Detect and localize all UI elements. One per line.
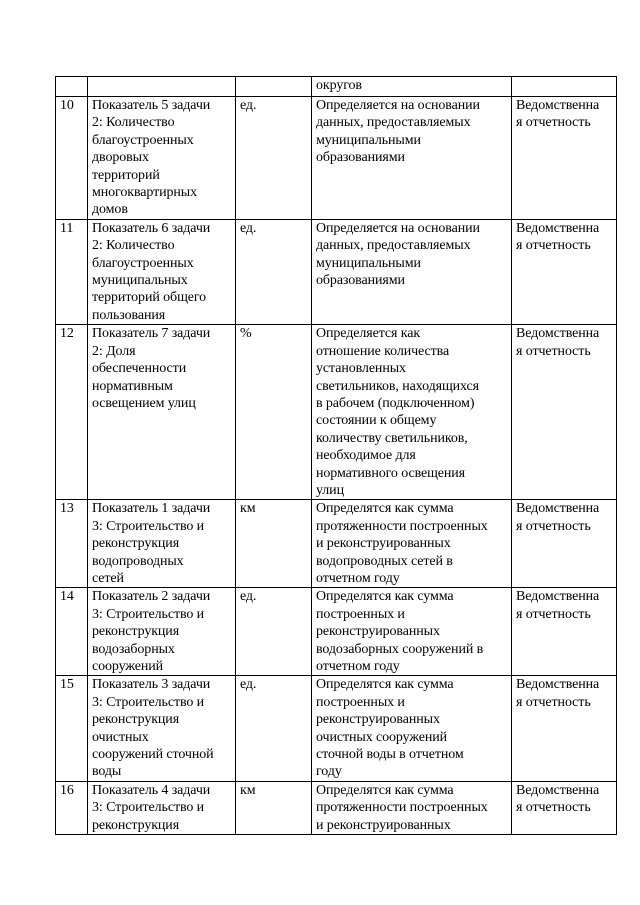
table-row [56,97,617,220]
cell-number [56,77,88,97]
cell-calculation-method: Определяется как отношение количества установленных светильников, находящихся в рабочем (подключенном) состоянии к общему количеству светильников, необходимое для нормативного освещения улиц [312,325,512,500]
indicators-table [55,76,617,835]
cell-data-source: Ведомственна я отчетность [512,781,617,834]
cell-indicator-name: Показатель 4 задачи 3: Строительство и реконструкция [88,781,236,834]
table-row [56,781,617,834]
cell-unit [236,77,312,97]
cell-number: 10 [56,97,88,220]
cell-indicator-name [88,77,236,97]
table-row [56,588,617,676]
cell-data-source: Ведомственна я отчетность [512,219,617,324]
table-row [56,500,617,588]
cell-calculation-method: Определятся как сумма протяженности построенных и реконструированных водопроводных сетей в отчетном году [312,500,512,588]
cell-number: 13 [56,500,88,588]
cell-unit: ед. [236,588,312,676]
table-row [56,219,617,324]
cell-calculation-method: Определятся как сумма построенных и реконструированных очистных сооружений сточной воды в отчетном году [312,676,512,781]
cell-unit: км [236,781,312,834]
cell-unit: ед. [236,219,312,324]
cell-calculation-method: Определятся как сумма построенных и реконструированных водозаборных сооружений в отчетном году [312,588,512,676]
cell-indicator-name: Показатель 6 задачи 2: Количество благоустроенных муниципальных территорий общего пользования [88,219,236,324]
cell-data-source: Ведомственна я отчетность [512,588,617,676]
cell-calculation-method: Определятся как сумма протяженности построенных и реконструированных [312,781,512,834]
cell-indicator-name: Показатель 3 задачи 3: Строительство и реконструкция очистных сооружений сточной воды [88,676,236,781]
cell-number: 12 [56,325,88,500]
cell-calculation-method: Определяется на основании данных, предоставляемых муниципальными образованиями [312,219,512,324]
cell-indicator-name: Показатель 2 задачи 3: Строительство и реконструкция водозаборных сооружений [88,588,236,676]
cell-data-source: Ведомственна я отчетность [512,500,617,588]
cell-unit: % [236,325,312,500]
cell-number: 15 [56,676,88,781]
table-row [56,325,617,500]
cell-data-source [512,77,617,97]
cell-unit: км [236,500,312,588]
cell-indicator-name: Показатель 1 задачи 3: Строительство и реконструкция водопроводных сетей [88,500,236,588]
table-row-continuation [56,77,617,97]
cell-indicator-name: Показатель 5 задачи 2: Количество благоустроенных дворовых территорий многоквартирных домов [88,97,236,220]
cell-calculation-method: Определяется на основании данных, предоставляемых муниципальными образованиями [312,97,512,220]
cell-number: 14 [56,588,88,676]
table-row [56,676,617,781]
cell-unit: ед. [236,676,312,781]
cell-indicator-name: Показатель 7 задачи 2: Доля обеспеченности нормативным освещением улиц [88,325,236,500]
cell-unit: ед. [236,97,312,220]
cell-data-source: Ведомственна я отчетность [512,676,617,781]
cell-calculation-method: округов [312,77,512,97]
cell-data-source: Ведомственна я отчетность [512,97,617,220]
cell-number: 16 [56,781,88,834]
cell-number: 11 [56,219,88,324]
cell-data-source: Ведомственна я отчетность [512,325,617,500]
